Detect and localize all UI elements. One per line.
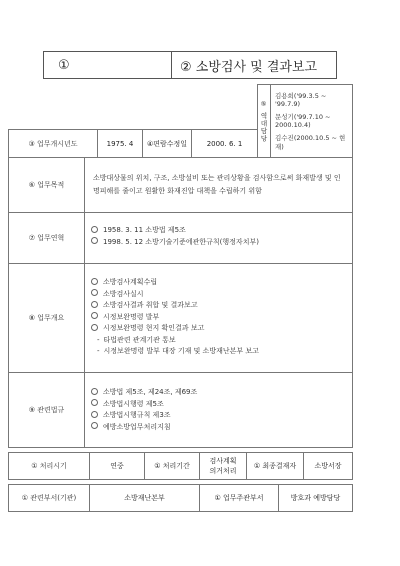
laws-list [91, 387, 197, 433]
history-list-cell [84, 212, 353, 264]
approver-value: 소방서장 [314, 462, 342, 470]
revision-label-cell [142, 129, 192, 158]
processing-time-label: ① 처리시기 [31, 462, 67, 470]
list-item: 소방검사결과 취합 및 결과보고 [91, 300, 259, 312]
main-dept-value-cell [278, 484, 353, 512]
purpose-text-cell [84, 157, 353, 213]
processing-time-label-cell [8, 452, 90, 480]
start-year-value: 1975. 4 [106, 139, 134, 148]
main-dept-label: ① 업무주관부서 [214, 494, 264, 502]
list-item: 시정보완명령 현지 확인결과 보고 [91, 323, 259, 335]
revision-value-cell [191, 129, 258, 158]
purpose-label: ⑥ 업무목적 [28, 181, 65, 189]
processing-time-value-cell [89, 452, 145, 480]
main-dept-value: 방호과 예방담당 [290, 494, 341, 502]
circle-bullet-icon [91, 422, 98, 429]
list-item: 소방법 제5조, 제24조, 제69조 [91, 387, 197, 399]
officers-label: ⑤ 역대담당 [259, 99, 268, 143]
revision-label: ④편람수정일 [146, 139, 188, 148]
history-label-cell [8, 212, 85, 264]
officer-3: 김수진(2000.10.5 ~ 현재) [275, 134, 346, 151]
history-list [91, 225, 259, 248]
title-left-number: ① [58, 57, 70, 73]
officers-list-cell [270, 84, 353, 158]
related-dept-value-cell [89, 484, 200, 512]
approver-label-cell [246, 452, 304, 480]
processing-period-value-cell [199, 452, 247, 480]
start-year-label-cell [8, 129, 98, 158]
list-item: 1998. 5. 12 소방기술기준에관한규칙(행정자치부) [91, 237, 259, 249]
dash-bullet-icon: - [97, 347, 100, 355]
laws-list-cell [84, 372, 353, 448]
related-dept-value: 소방재난본부 [124, 494, 165, 502]
circle-bullet-icon [91, 301, 98, 308]
main-dept-label-cell [199, 484, 279, 512]
overview-list-cell [84, 263, 353, 373]
circle-bullet-icon [91, 278, 98, 285]
circle-bullet-icon [91, 388, 98, 395]
circle-bullet-icon [91, 312, 98, 319]
approver-value-cell [303, 452, 353, 480]
title-right-box [171, 51, 337, 79]
purpose-label-cell [8, 157, 85, 213]
title-left-box [43, 51, 172, 79]
sub-list-item: - 타법관련 관계기관 통보 [91, 335, 259, 347]
circle-bullet-icon [91, 324, 98, 331]
circle-bullet-icon [91, 399, 98, 406]
processing-period-label: ① 처리기간 [154, 462, 190, 470]
officer-2: 문성기('99.7.10 ~ 2000.10.4) [275, 113, 331, 129]
purpose-text: 소방대상물의 위치, 구조, 소방설비 또는 관리상황을 검사함으로써 화재발생 및 인명피해를 줄이고 원활한 화재진압 대책을 수립하기 위함 [93, 174, 341, 195]
laws-label: ⑨ 관련법규 [28, 406, 65, 414]
processing-time-value: 연중 [110, 462, 124, 470]
history-label: ⑦ 업무연혁 [28, 234, 65, 242]
start-year-value-cell [97, 129, 143, 158]
circle-bullet-icon [91, 226, 98, 233]
list-item: 예방소방업무처리지침 [91, 422, 197, 434]
circle-bullet-icon [91, 411, 98, 418]
dash-bullet-icon: - [97, 335, 100, 344]
overview-label-cell [8, 263, 85, 373]
sub-list-item: - 시정보완명령 발부 대장 기재 및 소방재난본부 보고 [91, 346, 259, 358]
officer-1: 김용희('99.3.5 ~ '99.7.9) [275, 92, 327, 108]
circle-bullet-icon [91, 237, 98, 244]
approver-label: ① 최종결재자 [253, 462, 297, 470]
start-year-label: ③ 업무개시년도 [28, 139, 78, 148]
officers-label-cell [257, 84, 271, 158]
list-item: 시정보완명령 발부 [91, 312, 259, 324]
laws-label-cell [8, 372, 85, 448]
overview-list [91, 277, 259, 358]
processing-period-label-cell [144, 452, 200, 480]
page-title: ② 소방검사 및 결과보고 [180, 59, 318, 75]
circle-bullet-icon [91, 289, 98, 296]
revision-value: 2000. 6. 1 [206, 139, 243, 148]
list-item: 소방검사실시 [91, 289, 259, 301]
list-item: 소방법시행규칙 제3조 [91, 410, 197, 422]
list-item: 소방법시행령 제5조 [91, 399, 197, 411]
overview-label: ⑧ 업무개요 [28, 314, 65, 322]
related-dept-label: ① 관련부서(기관) [21, 494, 77, 502]
list-item: 1958. 3. 11 소방법 제5조 [91, 225, 259, 237]
list-item: 소방검사계획수립 [91, 277, 259, 289]
related-dept-label-cell [8, 484, 90, 512]
processing-period-value: 검사계획 의거처리 [209, 457, 237, 475]
